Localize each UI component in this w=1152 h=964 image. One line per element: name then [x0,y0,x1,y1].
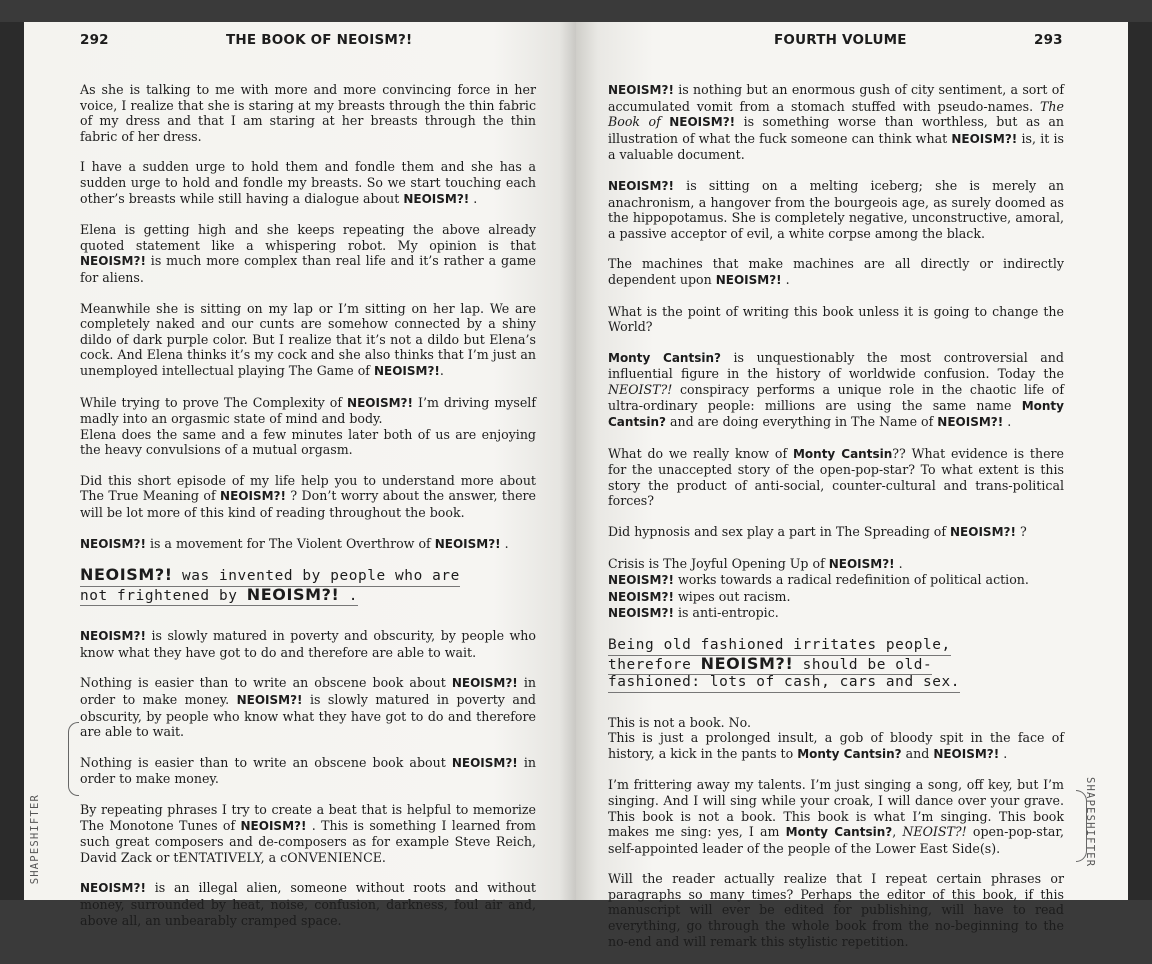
paragraph-text: conspiracy performs a unique role in the chaotic life of ultra-ordinary people: millions are using the same name [608,381,1064,413]
paragraph-text: Elena is getting high and she keeps repeating the above already quoted statement like a whispering robot. My opinion is that [80,222,536,253]
paragraph-text: wipes out racism. [673,588,791,604]
paragraph-text: Nothing is easier than to write an obscene book about [80,675,452,691]
paragraph-text: ?? What evidence is there for the unaccepted story of the open-pop-star? To what extent is this story the product of anti-social, counter-cultural and trans-political forces? [608,445,1064,509]
paragraph [608,350,1064,431]
neoism-term: NEOISM?! [240,818,307,833]
paragraph [608,556,1064,573]
typewriter-quote [80,567,536,606]
neoism-term: NEOISM?! [950,525,1016,540]
neoism-term: NEOISM?! [80,629,146,644]
neoism-term: NEOISM?! [80,536,146,551]
neoism-term: NEOISM?! [608,178,674,193]
paragraph-text: Nothing is easier than to write an obscene book about [80,754,452,770]
paragraph-text: . [469,190,478,206]
paragraph [80,536,536,553]
paragraph-text: . [894,555,903,571]
paragraph-text: is slowly matured in poverty and obscurity, by people who know what they have got to do and therefore are able to wait. [80,628,536,660]
neoism-term: NEOISM?! [220,489,286,504]
right-page [576,22,1128,949]
paragraph-text: is a movement for The Violent Overthrow of [145,535,435,551]
paragraph [80,880,536,928]
paragraph-text: is, it is a valuable document. [608,130,1064,163]
paragraph-text: What is the point of writing this book unless it is going to change the World? [608,303,1064,335]
book-edge-left [0,22,24,900]
neoism-term: NEOISM?! [403,191,470,206]
neoism-term: NEOISM?! [951,131,1018,146]
paragraph [608,605,1064,622]
neoism-term: NEOISM?! [246,584,340,604]
monty-cantsin-name: Monty Cantsin [792,446,893,461]
paragraph [80,159,536,207]
paragraph-text: . [439,362,444,378]
paragraph-text: Crisis is The Joyful Opening Up of [608,555,829,571]
neoism-term: NEOISM?! [80,565,173,585]
typewriter-text: should be old- [793,656,933,673]
paragraph-text: . [781,271,790,287]
paragraph-text: . This is something I learned from such great composers and de-composers as for example Steve Reich, David Zack or tENTATIVELY, a cONVENIENCE. [80,817,536,865]
typewriter-text: therefore [608,656,701,673]
typewriter-text: . [339,587,358,604]
paragraph-text: is nothing but an enormous gush of city sentiment, a sort of accumulated vomit from a stomach stuffed with pseudo-names. [608,82,1064,114]
paragraph [608,871,1064,949]
paragraph-text: in order to make money. [80,675,536,708]
paragraph-text: The machines that make machines are all directly or indirectly dependent upon [608,256,1064,287]
paragraph [80,395,536,458]
paragraph-text: By repeating phrases I try to create a beat that is helpful to memorize The Monotone Tunes of [80,802,536,833]
paragraph-text: Will the reader actually realize that I repeat certain phrases or paragraphs so many times? Perhaps the editor of this book, if this manuscript will ever be edited for publishing, will have to read everything, go through the whole book from the no-beginning to the no-end and will remark this stylistic repetition. [608,871,1064,949]
paragraph [80,675,536,739]
typewriter-text: was invented by people who are [172,568,460,585]
paragraph-text: is slowly matured in poverty and obscurity, by people who know what they have got to do and therefore are able to wait. [80,692,536,740]
neoism-term: NEOISM?! [608,589,674,604]
neoism-term: NEOISM?! [347,395,413,410]
monty-cantsin-name: Monty Cantsin? [797,746,902,761]
right-running-head: FOURTH VOLUME [774,32,907,48]
neoism-term: NEOISM?! [80,881,146,896]
paragraph-text: is something worse than worthless, but as an illustration of what the fuck someone can think what [608,114,1064,146]
monty-cantsin-name: Monty Cantsin? [608,350,721,365]
neoism-term: NEOISM?! [700,653,794,673]
right-page-number: 293 [1034,32,1063,48]
paragraph [608,730,1064,762]
paragraph-text: is sitting on a melting iceberg; she is merely an anachronism, a hangover from the bourgeois age, as surely doomed as the hippopotamus. She is completely negative, unconstructive, amoral, a passive acceptor of evil, a white corpse among the black. [608,177,1064,241]
right-side-label: SHAPESHIFTER [1084,777,1096,868]
paragraph [608,178,1064,241]
paragraph [608,589,1064,606]
paragraph-text: I’m driving myself madly into an orgasmic state of mind and body. [80,394,536,427]
neoism-term: NEOISM?! [715,272,782,287]
paragraph-text: This is just a prolonged insult, a gob of bloody spit in the face of history, a kick in the pants to [608,730,1064,761]
paragraph [608,572,1064,589]
paragraph-text: Did this short episode of my life help you to understand more about The True Meaning of [80,472,536,504]
paragraph [80,628,536,660]
neoism-term: NEOISM?! [608,83,674,97]
left-page [24,22,576,928]
paragraph [80,82,536,144]
paragraph-text: Elena does the same and a few minutes later both of us are enjoying the heavy convulsions of a mutual orgasm. [80,426,536,458]
book-edge-right [1128,22,1152,900]
paragraph [608,304,1064,335]
paragraph-text: in order to make money. [80,754,536,787]
neoism-term: NEOISM?! [828,556,895,571]
paragraph [80,473,536,521]
paragraph-text: . [500,535,509,551]
paragraph-text: As she is talking to me with more and more convincing force in her voice, I realize that she is staring at my breasts through the thin fabric of my dress and that I am staring at her breasts through the thin fabric of her dress. [80,82,536,144]
paragraph-text: . [999,745,1008,761]
paragraph-text: This is not a book. No. [608,714,752,730]
book-title-italic: The Book of [608,98,1064,130]
paragraph-text: . [1003,414,1012,430]
paragraph-text: , [892,824,903,840]
paragraph-text: ? Don’t worry about the answer, there will be lot more of this kind of reading throughout the book. [80,488,536,521]
paragraph [608,446,1064,509]
paragraph-text: Meanwhile she is sitting on my lap or I’m sitting on her lap. We are completely naked and our cunts are somehow connected by a shiny dildo of dark purple color. But I realize that it’s not a dildo but Elena’s cock. And Elena thinks it’s my cock and she also thinks that I’m just an unemployed intellectual playing The Game of [80,300,536,378]
neoism-term: NEOISM?! [937,415,1004,430]
neoist-term-italic: NEOIST?! [608,381,673,397]
neoism-term: NEOISM?! [608,606,674,621]
left-side-label: SHAPESHIFTER [29,794,41,885]
neoist-term-italic: NEOIST?! [902,824,967,840]
paragraph [608,524,1064,541]
paragraph [80,301,536,380]
paragraph [608,256,1064,288]
paragraph-text: Did hypnosis and sex play a part in The Spreading of [608,524,951,540]
monty-cantsin-name: Monty Cantsin? [608,398,1064,430]
paragraph-text: I have a sudden urge to hold them and fondle them and she has a sudden urge to hold and fondle my breasts. So we start touching each other’s breasts while still having a dialogue about [80,159,536,206]
paragraph-text: is anti-entropic. [673,605,779,621]
paragraph [80,755,536,787]
neoism-term: NEOISM?! [434,536,501,551]
typewriter-text: Being old fashioned irritates people, [608,638,951,656]
left-running-head: THE BOOK OF NEOISM?! [226,32,413,48]
typewriter-quote [608,638,1064,693]
paragraph-text: ? [1015,524,1027,540]
neoism-term: NEOISM?! [933,746,1000,761]
paragraph-text: works towards a radical redefinition of political action. [673,572,1029,588]
neoism-term: NEOISM?! [236,693,303,708]
paragraph-text: open-pop-star, self-appointed leader of the people of the Lower East Side(s). [608,824,1064,856]
left-text-column [80,82,536,943]
paragraph [80,802,536,865]
paragraph [80,222,536,285]
neoism-term: NEOISM?! [451,676,518,691]
typewriter-text: not frightened by [80,587,247,604]
paragraph-text: is an illegal alien, someone without roots and without money, surrounded by heat, noise, confusion, darkness, foul air and, above all, an unbearably cramped space. [80,880,536,928]
neoism-term: NEOISM?! [608,573,674,588]
neoism-term: NEOISM?! [373,363,440,378]
pencil-bracket-mark [68,722,79,796]
paragraph-text: I’m frittering away my talents. I’m just singing a song, off key, but I’m singing. And I will sing while your croak, I will dance over your grave. This book is not a book. This book is what I’m singing. This book makes me sing: yes, I am [608,777,1064,840]
paragraph-text: and [901,745,934,761]
right-text-column [608,82,1064,964]
neoism-term: NEOISM?! [669,115,736,130]
left-page-number: 292 [80,32,109,48]
paragraph-text: is much more complex than real life and it’s rather a game for aliens. [80,253,536,285]
paragraph [608,777,1064,856]
neoism-term: NEOISM?! [451,755,518,770]
typewriter-text: fashioned: lots of cash, cars and sex. [608,675,960,693]
paragraph [608,715,1064,731]
paragraph-text: is unquestionably the most controversial and influential figure in the history of worldwide confusion. Today the [608,349,1064,382]
paragraph-text: and are doing everything in The Name of [665,414,938,430]
neoism-term: NEOISM?! [80,254,146,269]
paragraph-text: What do we really know of [608,445,793,461]
paragraph-text: While trying to prove The Complexity of [80,394,348,410]
monty-cantsin-name: Monty Cantsin? [785,825,893,840]
paragraph [608,82,1064,163]
